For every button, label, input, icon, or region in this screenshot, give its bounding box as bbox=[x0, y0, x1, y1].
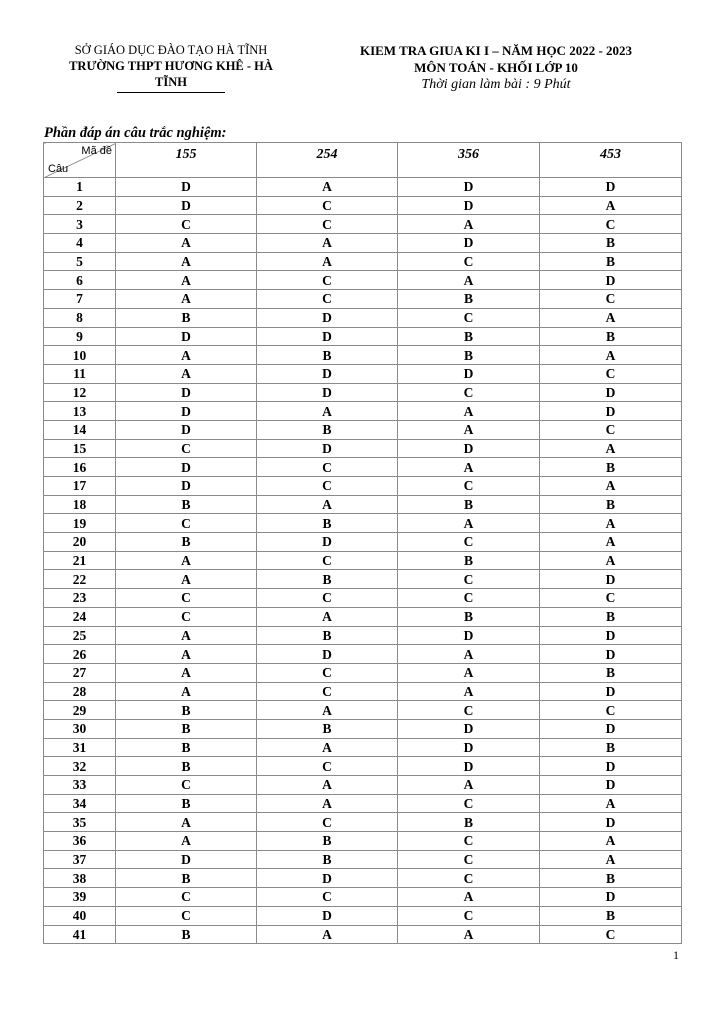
table-row bbox=[44, 776, 682, 795]
answer-cell: C bbox=[257, 458, 398, 477]
answer-cell: C bbox=[116, 514, 257, 533]
answer-cell: C bbox=[398, 701, 540, 720]
answer-cell: C bbox=[540, 364, 682, 383]
table-row bbox=[44, 271, 682, 290]
table-row bbox=[44, 308, 682, 327]
answer-cell: A bbox=[257, 607, 398, 626]
question-number-cell: 15 bbox=[44, 439, 116, 458]
answer-cell: D bbox=[116, 477, 257, 496]
answer-cell: A bbox=[540, 794, 682, 813]
answer-cell: B bbox=[116, 719, 257, 738]
answer-cell: B bbox=[540, 906, 682, 925]
answer-cell: B bbox=[116, 533, 257, 552]
answer-cell: B bbox=[116, 738, 257, 757]
answer-cell: D bbox=[257, 869, 398, 888]
answer-cell: A bbox=[257, 738, 398, 757]
answer-cell: A bbox=[398, 682, 540, 701]
answer-cell: B bbox=[257, 346, 398, 365]
answer-cell: A bbox=[257, 925, 398, 944]
answer-cell: C bbox=[540, 420, 682, 439]
question-number-cell: 22 bbox=[44, 570, 116, 589]
question-number-cell: 14 bbox=[44, 420, 116, 439]
answer-cell: A bbox=[116, 290, 257, 309]
answer-key-table bbox=[43, 142, 682, 944]
table-header-row bbox=[44, 143, 682, 178]
question-number-cell: 3 bbox=[44, 215, 116, 234]
table-row bbox=[44, 514, 682, 533]
question-number-cell: 38 bbox=[44, 869, 116, 888]
answer-cell: C bbox=[540, 701, 682, 720]
answer-cell: A bbox=[398, 402, 540, 421]
answer-cell: B bbox=[540, 495, 682, 514]
table-row bbox=[44, 925, 682, 944]
answer-cell: D bbox=[116, 850, 257, 869]
page-number: 1 bbox=[673, 948, 679, 962]
answer-cell: B bbox=[398, 495, 540, 514]
answer-cell: D bbox=[257, 906, 398, 925]
table-row bbox=[44, 346, 682, 365]
answer-cell: A bbox=[398, 663, 540, 682]
answer-cell: A bbox=[257, 402, 398, 421]
answer-cell: A bbox=[257, 234, 398, 253]
answer-cell: D bbox=[398, 738, 540, 757]
answer-cell: D bbox=[540, 888, 682, 907]
answer-cell: C bbox=[257, 215, 398, 234]
answer-cell: A bbox=[116, 626, 257, 645]
answer-table-body bbox=[44, 178, 682, 944]
answer-cell: D bbox=[540, 271, 682, 290]
answer-cell: A bbox=[540, 850, 682, 869]
question-number-cell: 28 bbox=[44, 682, 116, 701]
answer-cell: B bbox=[116, 495, 257, 514]
question-number-cell: 33 bbox=[44, 776, 116, 795]
answer-cell: C bbox=[398, 383, 540, 402]
answer-cell: A bbox=[257, 178, 398, 197]
answer-cell: A bbox=[398, 925, 540, 944]
table-row bbox=[44, 495, 682, 514]
question-number-cell: 13 bbox=[44, 402, 116, 421]
answer-cell: B bbox=[257, 514, 398, 533]
question-number-cell: 24 bbox=[44, 607, 116, 626]
table-row bbox=[44, 869, 682, 888]
answer-cell: C bbox=[257, 290, 398, 309]
answer-cell: D bbox=[257, 645, 398, 664]
answer-cell: D bbox=[398, 178, 540, 197]
answer-cell: D bbox=[540, 719, 682, 738]
question-number-cell: 41 bbox=[44, 925, 116, 944]
answer-cell: A bbox=[540, 514, 682, 533]
answer-cell: D bbox=[540, 383, 682, 402]
exam-title: KIEM TRA GIUA KI I – NĂM HỌC 2022 - 2023 bbox=[359, 43, 633, 58]
answer-cell: A bbox=[116, 645, 257, 664]
answer-cell: A bbox=[398, 458, 540, 477]
answer-cell: B bbox=[116, 925, 257, 944]
table-row bbox=[44, 663, 682, 682]
answer-cell: B bbox=[540, 869, 682, 888]
exam-header bbox=[334, 42, 658, 93]
table-row bbox=[44, 420, 682, 439]
table-row bbox=[44, 626, 682, 645]
answer-cell: B bbox=[257, 570, 398, 589]
answer-cell: D bbox=[540, 813, 682, 832]
answer-cell: C bbox=[116, 776, 257, 795]
department-name: SỞ GIÁO DỤC ĐÀO TẠO HÀ TĨNH bbox=[74, 43, 268, 57]
question-number-cell: 37 bbox=[44, 850, 116, 869]
answer-cell: C bbox=[398, 533, 540, 552]
answer-cell: A bbox=[540, 346, 682, 365]
answer-cell: C bbox=[398, 252, 540, 271]
question-number-cell: 30 bbox=[44, 719, 116, 738]
answer-cell: C bbox=[116, 215, 257, 234]
answer-cell: D bbox=[540, 645, 682, 664]
table-row bbox=[44, 906, 682, 925]
answer-cell: B bbox=[398, 551, 540, 570]
table-row bbox=[44, 701, 682, 720]
answer-cell: D bbox=[257, 533, 398, 552]
table-row bbox=[44, 439, 682, 458]
answer-cell: C bbox=[398, 308, 540, 327]
answer-cell: D bbox=[540, 570, 682, 589]
answer-cell: A bbox=[116, 271, 257, 290]
answer-cell: C bbox=[257, 682, 398, 701]
answer-cell: D bbox=[540, 626, 682, 645]
answer-cell: C bbox=[257, 888, 398, 907]
table-row bbox=[44, 589, 682, 608]
answer-cell: A bbox=[540, 477, 682, 496]
answer-cell: C bbox=[257, 589, 398, 608]
answer-cell: D bbox=[257, 308, 398, 327]
table-row bbox=[44, 682, 682, 701]
table-row bbox=[44, 757, 682, 776]
answer-cell: A bbox=[540, 551, 682, 570]
question-number-cell: 27 bbox=[44, 663, 116, 682]
answer-cell: D bbox=[116, 196, 257, 215]
table-row bbox=[44, 794, 682, 813]
answer-cell: B bbox=[116, 757, 257, 776]
answer-cell: D bbox=[116, 327, 257, 346]
section-title: Phần đáp án câu trắc nghiệm: bbox=[44, 125, 227, 141]
answer-cell: A bbox=[116, 346, 257, 365]
answer-cell: B bbox=[257, 626, 398, 645]
answer-cell: D bbox=[116, 402, 257, 421]
answer-cell: B bbox=[257, 832, 398, 851]
school-name-continued: TĨNH bbox=[155, 75, 187, 89]
question-number-cell: 9 bbox=[44, 327, 116, 346]
table-row bbox=[44, 458, 682, 477]
answer-cell: B bbox=[398, 346, 540, 365]
table-row bbox=[44, 234, 682, 253]
answer-cell: C bbox=[540, 925, 682, 944]
answer-cell: C bbox=[540, 589, 682, 608]
answer-cell: D bbox=[398, 196, 540, 215]
exam-code-header: 453 bbox=[540, 143, 682, 178]
answer-cell: B bbox=[116, 308, 257, 327]
answer-cell: A bbox=[398, 645, 540, 664]
answer-cell: A bbox=[540, 832, 682, 851]
question-number-cell: 7 bbox=[44, 290, 116, 309]
answer-cell: D bbox=[540, 776, 682, 795]
answer-cell: D bbox=[116, 458, 257, 477]
answer-cell: B bbox=[540, 458, 682, 477]
answer-cell: C bbox=[257, 813, 398, 832]
question-number-cell: 1 bbox=[44, 178, 116, 197]
school-name: TRƯỜNG THPT HƯƠNG KHÊ - HÀ bbox=[69, 59, 273, 73]
answer-cell: A bbox=[540, 308, 682, 327]
answer-cell: B bbox=[540, 607, 682, 626]
answer-cell: D bbox=[116, 383, 257, 402]
table-row bbox=[44, 290, 682, 309]
answer-cell: C bbox=[398, 906, 540, 925]
answer-cell: C bbox=[257, 551, 398, 570]
answer-cell: D bbox=[257, 327, 398, 346]
answer-cell: C bbox=[257, 196, 398, 215]
question-number-cell: 23 bbox=[44, 589, 116, 608]
question-number-cell: 35 bbox=[44, 813, 116, 832]
question-number-cell: 29 bbox=[44, 701, 116, 720]
exam-duration: Thời gian làm bài : 9 Phút bbox=[421, 77, 571, 92]
answer-cell: A bbox=[398, 514, 540, 533]
answer-cell: C bbox=[257, 477, 398, 496]
answer-cell: C bbox=[116, 888, 257, 907]
answer-cell: D bbox=[398, 439, 540, 458]
exam-code-header: 254 bbox=[257, 143, 398, 178]
answer-cell: A bbox=[116, 252, 257, 271]
answer-cell: D bbox=[398, 364, 540, 383]
answer-cell: C bbox=[116, 906, 257, 925]
table-row bbox=[44, 196, 682, 215]
answer-cell: A bbox=[398, 420, 540, 439]
answer-cell: C bbox=[116, 607, 257, 626]
table-row bbox=[44, 551, 682, 570]
answer-cell: A bbox=[398, 776, 540, 795]
answer-cell: A bbox=[398, 215, 540, 234]
answer-cell: C bbox=[257, 757, 398, 776]
question-number-cell: 25 bbox=[44, 626, 116, 645]
question-number-cell: 6 bbox=[44, 271, 116, 290]
table-row bbox=[44, 327, 682, 346]
question-number-cell: 16 bbox=[44, 458, 116, 477]
table-row bbox=[44, 832, 682, 851]
answer-cell: A bbox=[116, 234, 257, 253]
answer-cell: B bbox=[540, 327, 682, 346]
answer-cell: C bbox=[398, 589, 540, 608]
question-label: Câu bbox=[48, 163, 69, 175]
answer-cell: D bbox=[398, 234, 540, 253]
answer-cell: A bbox=[398, 888, 540, 907]
answer-cell: C bbox=[398, 570, 540, 589]
table-row bbox=[44, 645, 682, 664]
question-number-cell: 31 bbox=[44, 738, 116, 757]
table-row bbox=[44, 402, 682, 421]
answer-cell: C bbox=[398, 869, 540, 888]
question-number-cell: 5 bbox=[44, 252, 116, 271]
answer-cell: B bbox=[257, 850, 398, 869]
question-number-cell: 2 bbox=[44, 196, 116, 215]
corner-header-cell bbox=[44, 143, 116, 178]
table-row bbox=[44, 178, 682, 197]
question-number-cell: 11 bbox=[44, 364, 116, 383]
header-underline bbox=[117, 92, 225, 93]
answer-cell: A bbox=[257, 252, 398, 271]
answer-cell: C bbox=[398, 850, 540, 869]
answer-cell: A bbox=[116, 364, 257, 383]
question-number-cell: 4 bbox=[44, 234, 116, 253]
answer-cell: A bbox=[540, 533, 682, 552]
answer-cell: B bbox=[116, 794, 257, 813]
answer-cell: A bbox=[257, 794, 398, 813]
answer-cell: B bbox=[540, 234, 682, 253]
question-number-cell: 26 bbox=[44, 645, 116, 664]
answer-cell: A bbox=[398, 271, 540, 290]
table-row bbox=[44, 607, 682, 626]
answer-cell: A bbox=[116, 813, 257, 832]
table-row bbox=[44, 533, 682, 552]
table-row bbox=[44, 719, 682, 738]
question-number-cell: 32 bbox=[44, 757, 116, 776]
answer-cell: C bbox=[116, 439, 257, 458]
answer-cell: D bbox=[540, 402, 682, 421]
question-number-cell: 20 bbox=[44, 533, 116, 552]
answer-cell: C bbox=[540, 290, 682, 309]
question-number-cell: 21 bbox=[44, 551, 116, 570]
answer-cell: C bbox=[116, 589, 257, 608]
question-number-cell: 39 bbox=[44, 888, 116, 907]
school-header bbox=[40, 42, 302, 93]
answer-cell: C bbox=[257, 663, 398, 682]
question-number-cell: 40 bbox=[44, 906, 116, 925]
answer-cell: D bbox=[257, 364, 398, 383]
exam-code-header: 155 bbox=[116, 143, 257, 178]
answer-cell: C bbox=[398, 794, 540, 813]
answer-cell: A bbox=[540, 439, 682, 458]
answer-cell: B bbox=[116, 701, 257, 720]
answer-cell: B bbox=[398, 813, 540, 832]
subject-grade: MÔN TOÁN - KHỐI LỚP 10 bbox=[414, 60, 578, 75]
answer-cell: A bbox=[257, 495, 398, 514]
answer-cell: A bbox=[116, 551, 257, 570]
answer-cell: A bbox=[116, 682, 257, 701]
table-row bbox=[44, 888, 682, 907]
table-row bbox=[44, 383, 682, 402]
answer-cell: A bbox=[540, 196, 682, 215]
answer-cell: D bbox=[116, 420, 257, 439]
answer-cell: B bbox=[540, 738, 682, 757]
question-number-cell: 12 bbox=[44, 383, 116, 402]
question-number-cell: 18 bbox=[44, 495, 116, 514]
answer-cell: D bbox=[116, 178, 257, 197]
answer-cell: C bbox=[257, 271, 398, 290]
answer-cell: B bbox=[257, 420, 398, 439]
exam-code-label: Mã đề bbox=[81, 145, 112, 157]
answer-cell: A bbox=[116, 663, 257, 682]
exam-code-header: 356 bbox=[398, 143, 540, 178]
answer-cell: D bbox=[540, 757, 682, 776]
answer-cell: C bbox=[540, 215, 682, 234]
answer-cell: D bbox=[257, 439, 398, 458]
answer-cell: A bbox=[116, 570, 257, 589]
table-row bbox=[44, 364, 682, 383]
answer-cell: D bbox=[398, 719, 540, 738]
answer-cell: B bbox=[116, 869, 257, 888]
answer-cell: D bbox=[398, 757, 540, 776]
question-number-cell: 34 bbox=[44, 794, 116, 813]
answer-cell: B bbox=[257, 719, 398, 738]
answer-cell: D bbox=[398, 626, 540, 645]
question-number-cell: 36 bbox=[44, 832, 116, 851]
question-number-cell: 17 bbox=[44, 477, 116, 496]
answer-cell: C bbox=[398, 477, 540, 496]
answer-cell: B bbox=[398, 290, 540, 309]
table-row bbox=[44, 252, 682, 271]
answer-cell: A bbox=[116, 832, 257, 851]
table-row bbox=[44, 738, 682, 757]
question-number-cell: 8 bbox=[44, 308, 116, 327]
answer-cell: B bbox=[540, 663, 682, 682]
table-row bbox=[44, 570, 682, 589]
answer-cell: B bbox=[398, 327, 540, 346]
table-row bbox=[44, 477, 682, 496]
answer-cell: D bbox=[540, 682, 682, 701]
answer-cell: A bbox=[257, 701, 398, 720]
answer-cell: B bbox=[398, 607, 540, 626]
answer-cell: A bbox=[257, 776, 398, 795]
question-number-cell: 10 bbox=[44, 346, 116, 365]
table-row bbox=[44, 813, 682, 832]
answer-cell: C bbox=[398, 832, 540, 851]
answer-cell: D bbox=[540, 178, 682, 197]
table-row bbox=[44, 215, 682, 234]
answer-cell: D bbox=[257, 383, 398, 402]
question-number-cell: 19 bbox=[44, 514, 116, 533]
answer-cell: B bbox=[540, 252, 682, 271]
table-row bbox=[44, 850, 682, 869]
